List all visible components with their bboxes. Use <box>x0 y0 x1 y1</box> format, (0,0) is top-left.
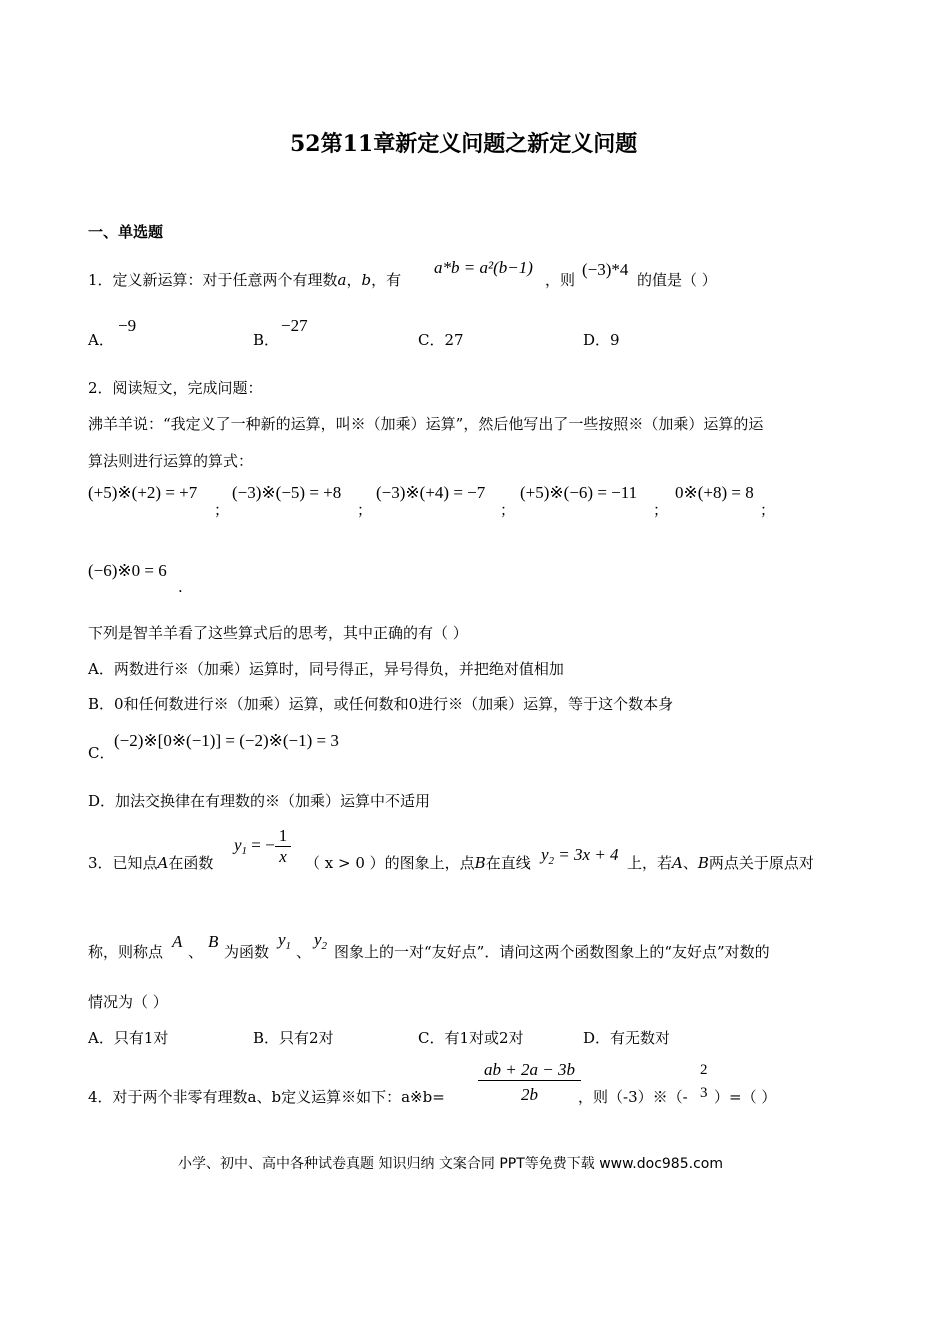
q4-mid: ，则（-3）※（- <box>578 1088 688 1106</box>
q1-option-c: C．27 <box>418 331 464 349</box>
q3-condition <box>305 853 531 873</box>
q3-y2: y <box>314 930 322 949</box>
q2-option-d: D．加法交换律在有理数的※（加乘）运算中不适用 <box>88 792 431 810</box>
q3-fraction-denominator: x <box>279 847 287 866</box>
q3-fraction-numerator: 1 <box>275 826 292 847</box>
q4-post: ）=（ ） <box>714 1088 777 1106</box>
q4-fraction <box>478 1060 581 1105</box>
section-heading: 一、单选题 <box>88 223 164 241</box>
q3-y1-ref <box>278 930 291 950</box>
q2-paragraph-2: 算法则进行运算的算式： <box>88 452 254 470</box>
q4-small-numerator: 2 <box>700 1062 708 1078</box>
q3-text-1: 3．已知点 <box>88 854 158 872</box>
q2-semicolon: ； <box>357 501 373 519</box>
q3-line-1-end <box>627 853 814 873</box>
q1-option-b-value: −27 <box>281 316 308 335</box>
q2-equation-5: 0※(+8) = 8 <box>675 483 754 502</box>
q1-comma: ， <box>346 271 362 289</box>
q4-denominator: 2b <box>520 1085 538 1104</box>
q1-option-a-value: −9 <box>118 316 137 335</box>
page-footer: 小学、初中、高中各种试卷真题 知识归纳 文案合同 PPT等免费下载 www.doc985.com <box>178 1156 723 1172</box>
q2-option-b: B．0和任何数进行※（加乘）运算，或任何数和0进行※（加乘）运算，等于这个数本身 <box>88 695 674 713</box>
q3-text-9: 为函数 <box>224 943 270 961</box>
q2-equation-6: (−6)※0 = 6 <box>88 561 167 580</box>
q2-option-a: A．两数进行※（加乘）运算时，同号得正，异号得负，并把绝对值相加 <box>88 660 564 678</box>
question-2-intro: 2．阅读短文，完成问题： <box>88 379 263 397</box>
q3-line-3: 情况为（ ） <box>88 993 168 1011</box>
q2-semicolon: ； <box>760 501 776 519</box>
q3-point-a: A <box>157 854 169 872</box>
q3-y2-subscript: 2 <box>548 855 555 867</box>
q1-then: ，则 <box>545 271 576 289</box>
q3-function-2 <box>541 845 619 865</box>
q3-point-a: A <box>672 854 683 872</box>
q2-equation-3: (−3)※(+4) = −7 <box>376 483 486 502</box>
question-3-line-1 <box>88 853 213 873</box>
q3-text-4: 上，若 <box>627 854 673 872</box>
q4-small-fraction-body <box>698 1062 710 1102</box>
q1-post: 的值是（ ） <box>637 271 717 289</box>
q3-option-a: A．只有1对 <box>88 1029 169 1047</box>
q2-equation-1: (+5)※(+2) = +7 <box>88 483 198 502</box>
q3-text-3: 在直线 <box>485 854 531 872</box>
q3-line-eq: = 3x + 4 <box>554 845 619 864</box>
q4-numerator: ab + 2a − 3b <box>478 1060 581 1081</box>
q3-eq: = − <box>247 835 275 855</box>
q3-fraction <box>275 826 292 867</box>
q3-y1-subscript: 1 <box>241 845 248 858</box>
q1-var-b: b <box>361 271 372 289</box>
q1-prefix: 1．定义新运算：对于任意两个有理数 <box>88 271 338 289</box>
q1-option-a: A． <box>88 331 114 349</box>
q3-y2: y <box>541 845 549 864</box>
q3-point-b: B <box>474 854 486 872</box>
question-4-prefix: 4．对于两个非零有理数a、b定义运算※如下：a※b= <box>88 1088 445 1106</box>
q2-semicolon: ； <box>653 501 669 519</box>
q3-y2-ref <box>314 930 327 950</box>
q1-option-b: B． <box>253 331 280 349</box>
q3-option-d: D．有无数对 <box>583 1029 671 1047</box>
q3-option-c: C．有1对或2对 <box>418 1029 524 1047</box>
q1-mid: ，有 <box>371 271 402 289</box>
q1-expr: (−3)*4 <box>582 260 629 279</box>
question-3-line-2 <box>88 942 163 962</box>
q2-equation-4: (+5)※(−6) = −11 <box>520 483 638 502</box>
q3-text-11: 图象上的一对“友好点”．请问这两个函数图象上的“友好点”对数的 <box>334 943 770 961</box>
q3-point-b: B <box>697 854 709 872</box>
q4-small-denominator: 3 <box>700 1085 708 1101</box>
q3-condition-text: （ x > 0 ）的图象上，点 <box>305 854 475 872</box>
q2-period: . <box>178 578 183 596</box>
question-1 <box>88 270 401 290</box>
q3-function-1 <box>234 826 291 867</box>
q3-text-2: 在函数 <box>168 854 214 872</box>
q3-text-8: 、 <box>188 943 204 961</box>
page-title: 52第11章新定义问题之新定义问题 <box>290 131 638 157</box>
q2-option-c-formula: (−2)※[0※(−1)] = (−2)※(−1) = 3 <box>114 731 339 750</box>
q3-point-b-2: B <box>208 932 219 951</box>
q2-option-c: C． <box>88 744 115 762</box>
q4-small-fraction <box>698 1062 710 1102</box>
q3-text-7: 称，则称点 <box>88 943 164 961</box>
q3-text-5: 、 <box>682 854 698 872</box>
q2-semicolon: ； <box>214 501 230 519</box>
q2-question: 下列是智羊羊看了这些算式后的思考，其中正确的有（ ） <box>88 624 468 642</box>
q3-y1-subscript: 1 <box>285 940 292 952</box>
q3-text-6: 两点关于原点对 <box>708 854 814 872</box>
q3-point-a-2: A <box>172 932 183 951</box>
q1-option-d: D．9 <box>583 331 620 349</box>
q3-y1: y <box>234 835 242 855</box>
q3-y1: y <box>278 930 286 949</box>
q2-equation-2: (−3)※(−5) = +8 <box>232 483 342 502</box>
q3-text-10: 、 <box>296 943 312 961</box>
q3-option-b: B．只有2对 <box>253 1029 334 1047</box>
q1-formula: a*b = a²(b−1) <box>434 258 533 277</box>
q2-paragraph-1: 沸羊羊说：“我定义了一种新的运算，叫※（加乘）运算”，然后他写出了一些按照※（加乘）运算的运 <box>88 415 764 433</box>
q3-y2-subscript: 2 <box>321 940 328 952</box>
q1-var-a: a <box>337 271 347 289</box>
q2-semicolon: ； <box>500 501 516 519</box>
q4-fraction-body <box>478 1060 581 1105</box>
